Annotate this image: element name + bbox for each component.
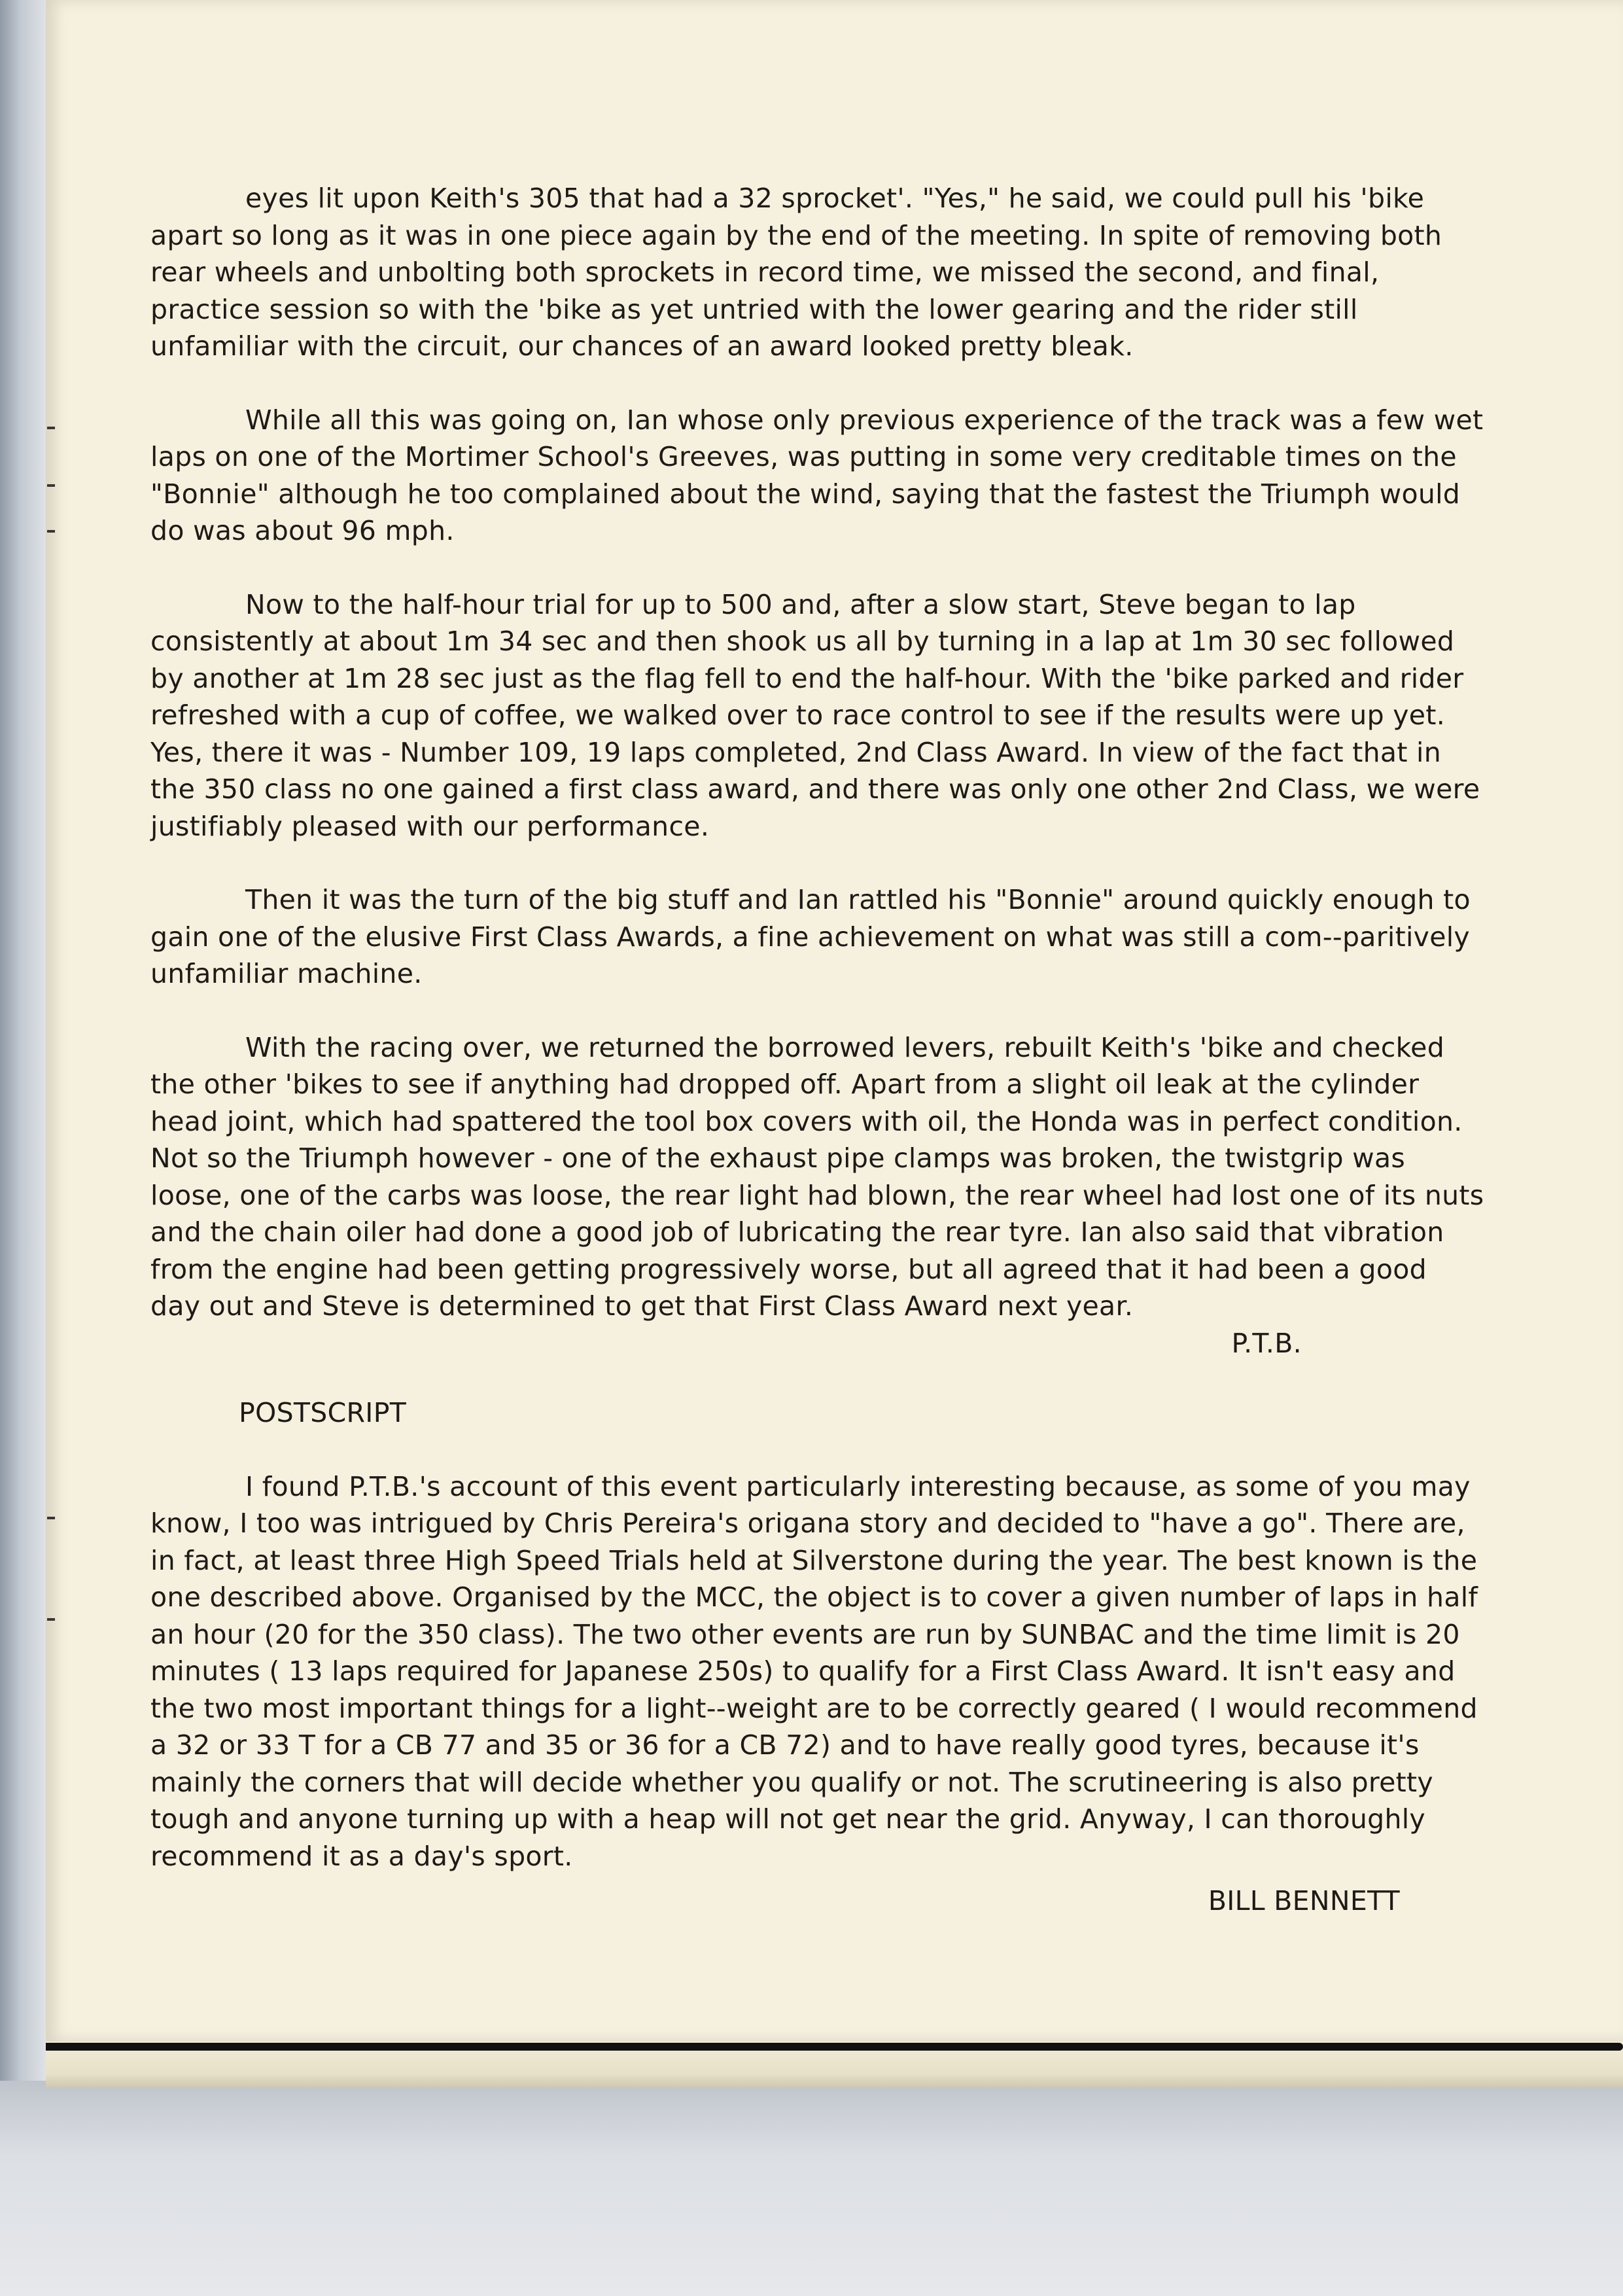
binding-mark [47,1618,55,1621]
binding-mark [47,427,55,429]
article-body [150,180,1485,1920]
article-paragraph: With the racing over, we returned the borrowed levers, rebuilt Keith's 'bike and checked the other 'bikes to see if anything had dropped off. Apart from a slight oil leak at the cylinder head joint, which had spattered the tool box covers with oil, the Honda was in perfect condition. Not so the Triumph however - one of the exhaust pipe clamps was broken, the twistgrip was loose, one of the carbs was loose, the rear light had blown, the rear wheel had lost one of its nuts and the chain oiler had done a good job of lubricating the rear tyre. Ian also said that vibration from the engine had been getting progressively worse, but all agreed that it had been a good day out and Steve is determined to get that First Class Award next year. [150,1031,1484,1322]
article-paragraph: Then it was the turn of the big stuff and Ian rattled his "Bonnie" around quickly enough to gain one of the elusive First Class Awards, a fine achievement on what was still a com--paritively unfamiliar machine. [150,884,1471,989]
scan-background [0,2081,1623,2296]
binding-mark [47,484,55,487]
article-paragraph: Now to the half-hour trial for up to 500 and, after a slow start, Steve began to lap consistently at about 1m 34 sec and then shook us all by turning in a lap at 1m 30 sec followed by another at 1m 28 sec just as the flag fell to end the half-hour. With the 'bike parked and rider refreshed with a cup of coffee, we walked over to race control to see if the results were up yet. Yes, there it was - Number 109, 19 laps completed, 2nd Class Award. In view of the fact that in the 350 class no one gained a first class award, and there was only one other 2nd Class, we were justifiably pleased with our performance. [150,588,1480,842]
postscript-paragraph: I found P.T.B.'s account of this event particularly interesting because, as some of you may know, I too was intrigued by Chris Pereira's origana story and decided to "have a go". There are, in fact, at least three High Speed Trials held at Silverstone during the year. The best known is the one described above. Organised by the MCC, the object is to cover a given number of laps in half an hour (20 for the 350 class). The two other events are run by SUNBAC and the time limit is 20 minutes ( 13 laps required for Japanese 250s) to qualify for a First Class Award. It isn't easy and the two most important things for a light--weight are to be correctly geared ( I would recommend a 32 or 33 T for a CB 77 and 35 or 36 for a CB 72) and to have really good tyres, because it's mainly the corners that will decide whether you qualify or not. The scrutineering is also pretty tough and anyone turning up with a heap will not get near the grid. Anyway, I can thoroughly recommend it as a day's sport. [150,1470,1478,1872]
postscript-signature: BILL BENNETT [1208,1885,1400,1916]
article-paragraph: While all this was going on, Ian whose only previous experience of the track was a few wet laps on one of the Mortimer School's Greeves, was putting in some very creditable times on the "Bonnie" although he too complained about the wind, saying that the fastest the Triumph would do was about 96 mph. [150,404,1484,546]
binding-strip [0,0,46,2081]
article-paragraph: eyes lit upon Keith's 305 that had a 32 sprocket'. "Yes," he said, we could pull his 'bike apart so long as it was in one piece again by the end of the meeting. In spite of removing both rear wheels and unbolting both sprockets in record time, we missed the second, and final, practice session so with the 'bike as yet untried with the lower gearing and the rider still unfamiliar with the circuit, our chances of an award looked pretty bleak. [150,183,1442,362]
binding-mark [47,530,55,533]
article-signature: P.T.B. [1231,1327,1302,1359]
page-bottom-edge [46,2043,1623,2051]
postscript-heading: POSTSCRIPT [239,1397,407,1428]
binding-mark [47,1517,55,1519]
